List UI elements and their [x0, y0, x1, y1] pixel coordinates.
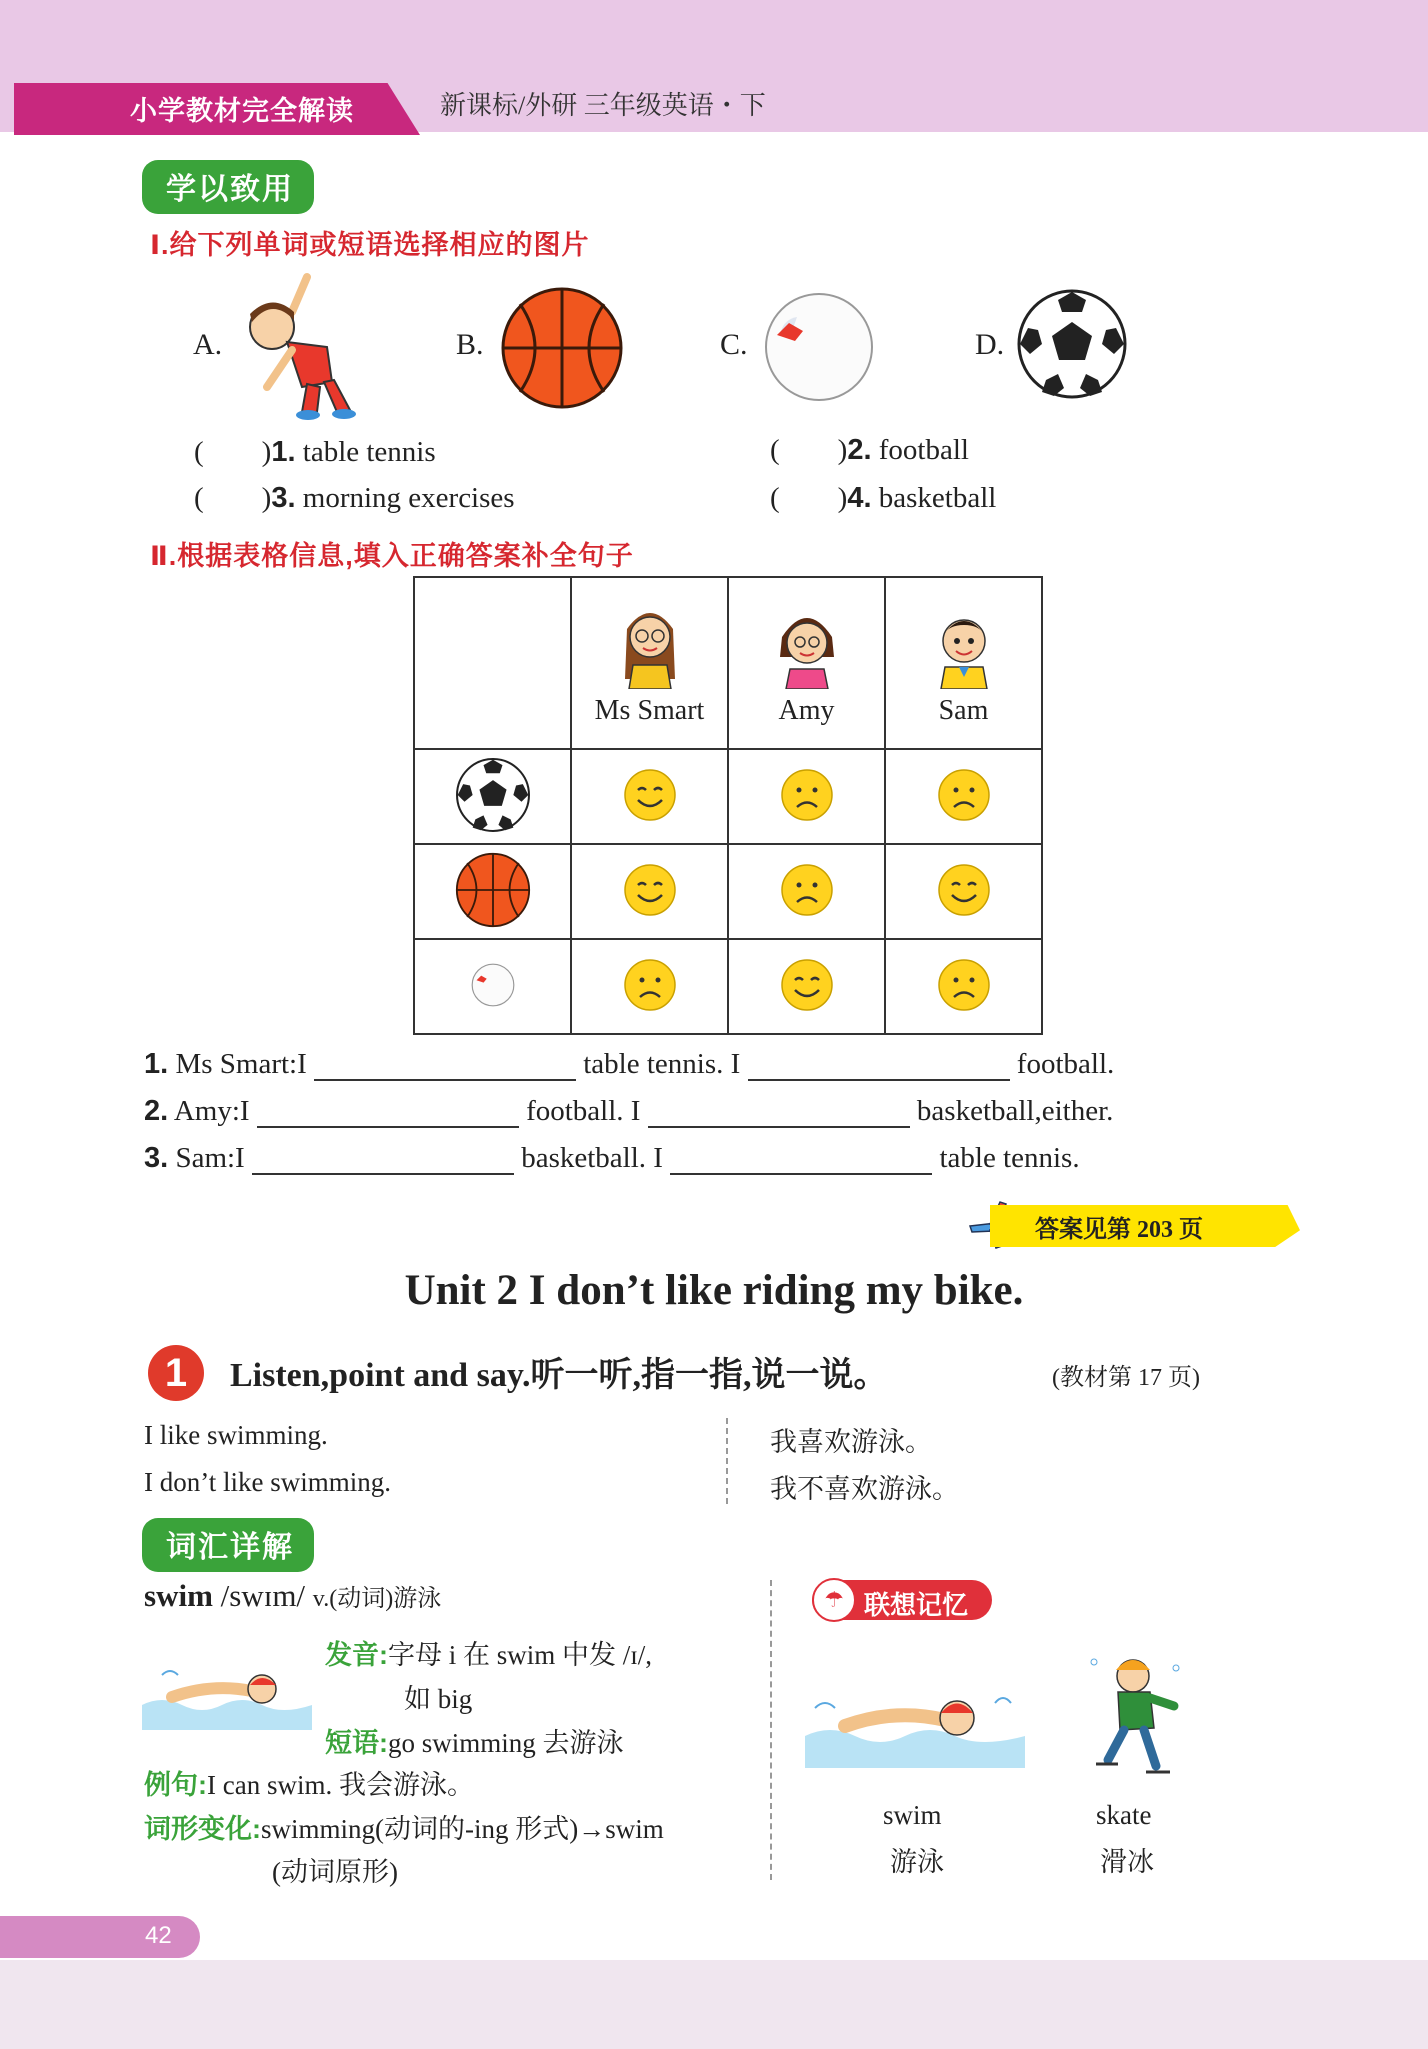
basketball-icon: [500, 286, 624, 414]
dialogue-en-1: I like swimming.: [144, 1420, 328, 1450]
answer-blank[interactable]: [257, 1094, 519, 1128]
sad-face-icon: [780, 768, 834, 822]
book-title: 小学教材完全解读: [130, 96, 354, 126]
part2-title: Ⅱ.根据表格信息,填入正确答案补全句子: [150, 541, 634, 571]
mood-cell: [728, 749, 885, 844]
preference-table: [413, 576, 1043, 1035]
vocab-pos: v.(动词)游泳: [312, 1586, 442, 1612]
row-sport-cell: [414, 749, 571, 844]
answer-blank[interactable]: [314, 1047, 576, 1081]
example-line: 例句:I can swim. 我会游泳。: [144, 1770, 474, 1800]
mood-cell: [571, 939, 728, 1034]
answer-blank[interactable]: [648, 1094, 910, 1128]
table-row: [414, 939, 1042, 1034]
answer-reference: 答案见第 203 页: [1035, 1217, 1203, 1243]
option-d-letter: D.: [975, 328, 1005, 361]
table-header-sam: [885, 577, 1042, 749]
table-header-amy: [728, 577, 885, 749]
textbook-page-ref: (教材第 17 页): [1052, 1365, 1200, 1391]
page-number: 42: [145, 1922, 172, 1949]
match-item-4: ( )4. basketball: [770, 482, 997, 514]
football-icon: [455, 757, 531, 833]
activity-title: Listen,point and say.听一听,指一指,说一说。: [230, 1357, 888, 1394]
fill-sentence-2: 2. Amy:I football. I basketball,either.: [144, 1095, 1114, 1127]
happy-face-icon: [937, 863, 991, 917]
phrase-line: 短语:go swimming 去游泳: [325, 1728, 624, 1758]
sad-face-icon: [937, 768, 991, 822]
vocab-divider: [770, 1580, 772, 1880]
person-name: Amy: [778, 695, 835, 726]
mood-cell: [571, 844, 728, 939]
swim-picture-icon: [805, 1678, 1025, 1772]
assoc-word-zh: 游泳: [890, 1847, 944, 1877]
table-row: [414, 749, 1042, 844]
happy-face-icon: [623, 768, 677, 822]
row-sport-cell: [414, 939, 571, 1034]
dialogue-zh-2: 我不喜欢游泳。: [770, 1474, 959, 1504]
answer-blank[interactable]: [670, 1141, 932, 1175]
vocab-badge: 词汇详解: [142, 1518, 314, 1572]
forms-line-2: (动词原形): [272, 1857, 398, 1887]
basketball-icon: [455, 852, 531, 928]
answer-blank[interactable]: [252, 1141, 514, 1175]
mood-cell: [571, 749, 728, 844]
ms-smart-avatar: [619, 599, 681, 689]
mood-cell: [728, 939, 885, 1034]
happy-face-icon: [780, 958, 834, 1012]
table-tennis-ball-icon: [763, 291, 875, 407]
match-item-3: ( )3. morning exercises: [194, 482, 515, 514]
assoc-badge-label: 联想记忆: [864, 1590, 969, 1620]
amy-avatar: [772, 599, 842, 689]
assoc-badge: [812, 1580, 992, 1620]
table-tennis-ball-icon: [471, 963, 515, 1007]
unit-title: Unit 2 I don’t like riding my bike.: [404, 1267, 1024, 1314]
dialogue-zh-1: 我喜欢游泳。: [770, 1427, 932, 1457]
fill-sentence-1: 1. Ms Smart:I table tennis. I football.: [144, 1048, 1115, 1080]
match-item-1: ( )1. table tennis: [194, 436, 436, 468]
dialogue-en-2: I don’t like swimming.: [144, 1467, 391, 1497]
match-item-2: ( )2. football: [770, 434, 969, 466]
activity-number: 1: [148, 1345, 204, 1401]
pronunciation-example: 如 big: [404, 1684, 473, 1714]
mood-cell: [885, 844, 1042, 939]
dialogue-divider: [726, 1418, 728, 1504]
forms-line: 词形变化:swimming(动词的-ing 形式)→swim: [144, 1814, 664, 1844]
answer-blank[interactable]: [748, 1047, 1010, 1081]
row-sport-cell: [414, 844, 571, 939]
option-b-letter: B.: [456, 328, 484, 361]
mood-cell: [885, 939, 1042, 1034]
assoc-word-en: swim: [883, 1800, 942, 1830]
part1-title: Ⅰ.给下列单词或短语选择相应的图片: [150, 230, 590, 260]
football-icon: [1016, 288, 1128, 404]
book-subtitle: 新课标/外研 三年级英语・下: [440, 91, 766, 120]
mood-cell: [728, 844, 885, 939]
mood-cell: [885, 749, 1042, 844]
table-header-ms-smart: [571, 577, 728, 749]
skater-icon: [1078, 1648, 1188, 1792]
footer-band: [0, 1960, 1428, 2049]
sad-face-icon: [780, 863, 834, 917]
table-corner-cell: [414, 577, 571, 749]
option-c-letter: C.: [720, 328, 748, 361]
swimmer-icon: [142, 1655, 312, 1734]
apply-badge: 学以致用: [142, 160, 314, 214]
fill-sentence-3: 3. Sam:I basketball. I table tennis.: [144, 1142, 1080, 1174]
assoc-word-zh: 滑冰: [1100, 1847, 1154, 1877]
vocab-entry-headword: [144, 1578, 441, 1614]
vocab-phonetic: /swɪm/: [220, 1578, 306, 1613]
girl-exercising-icon: [232, 272, 362, 426]
assoc-word-en: skate: [1096, 1800, 1152, 1830]
sam-avatar: [929, 599, 999, 689]
option-a-letter: A.: [193, 328, 223, 361]
person-name: Ms Smart: [594, 695, 705, 726]
vocab-word: swim: [144, 1578, 213, 1613]
umbrella-icon: ☂: [812, 1578, 856, 1622]
person-name: Sam: [938, 695, 989, 726]
sad-face-icon: [937, 958, 991, 1012]
table-row: [414, 844, 1042, 939]
sad-face-icon: [623, 958, 677, 1012]
happy-face-icon: [623, 863, 677, 917]
pronunciation-line: 发音:字母 i 在 swim 中发 /ɪ/,: [325, 1640, 653, 1670]
